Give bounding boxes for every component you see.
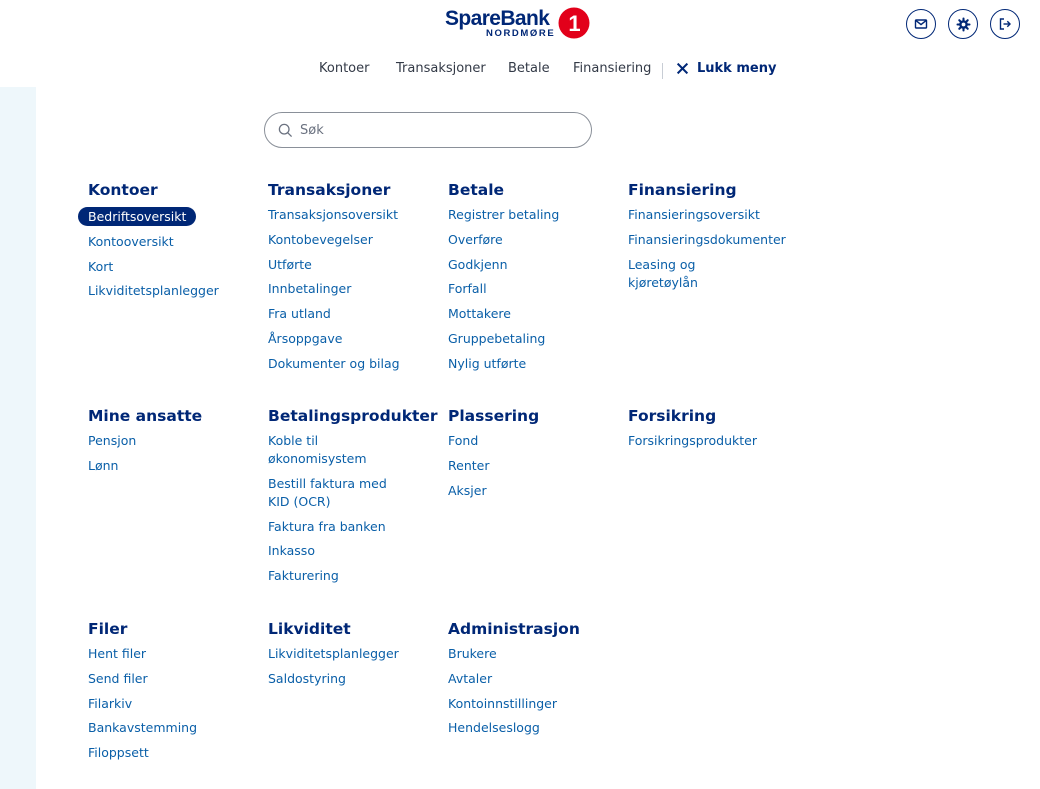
section-title: Filer [88, 620, 128, 638]
menu-link[interactable]: Aksjer [448, 482, 487, 498]
menu-link[interactable]: Forfall [448, 281, 487, 297]
nav-finansiering[interactable]: Finansiering [573, 61, 652, 76]
logo-badge-icon [558, 7, 590, 39]
logout-icon [998, 17, 1012, 31]
section-title: Plassering [448, 407, 540, 425]
search-box[interactable] [264, 112, 592, 148]
menu-link[interactable]: Kontoinnstillinger [448, 695, 558, 711]
settings-button[interactable] [948, 9, 978, 39]
menu-section-administrasjon [448, 619, 626, 744]
sparebank-logo[interactable] [445, 6, 595, 42]
menu-link[interactable]: Hent filer [88, 646, 147, 661]
menu-link[interactable]: Faktura fra banken [268, 518, 386, 534]
section-title: Kontoer [88, 181, 158, 199]
top-navigation [0, 61, 1040, 81]
search-icon [278, 123, 293, 138]
menu-link[interactable]: Forsikringsprodukter [628, 433, 758, 448]
menu-link[interactable]: Lønn [88, 457, 119, 473]
close-icon [676, 62, 689, 75]
menu-link[interactable]: Kontooversikt [88, 233, 174, 249]
menu-link[interactable]: Filarkiv [88, 695, 133, 711]
menu-link[interactable]: Innbetalinger [268, 281, 352, 297]
section-link-list [448, 645, 626, 737]
menu-link[interactable]: Finansieringsdokumenter [628, 231, 786, 247]
menu-link[interactable]: Dokumenter og bilag [268, 355, 400, 371]
menu-link[interactable]: Brukere [448, 646, 497, 661]
section-link-list [628, 432, 806, 450]
menu-link[interactable]: Likviditetsplanlegger [268, 646, 399, 661]
menu-link[interactable]: Nylig utførte [448, 355, 527, 371]
menu-section-betalingsprodukter [268, 406, 446, 592]
section-link-list [628, 206, 806, 292]
menu-section-betale [448, 180, 626, 380]
section-link-list [88, 206, 266, 300]
section-title: Betale [448, 181, 505, 199]
menu-link[interactable]: Fakturering [268, 568, 339, 584]
gear-icon [956, 17, 971, 32]
nav-transaksjoner[interactable]: Transaksjoner [396, 61, 486, 76]
logout-button[interactable] [990, 9, 1020, 39]
menu-link[interactable]: Leasing og kjøretøylån [628, 256, 698, 290]
menu-link[interactable]: Gruppebetaling [448, 330, 546, 346]
menu-link[interactable]: Registrer betaling [448, 207, 560, 222]
menu-link[interactable]: Fra utland [268, 306, 331, 322]
menu-link[interactable]: Bestill faktura med KID (OCR) [268, 475, 387, 509]
logo-wordmark: SpareBank [445, 7, 550, 30]
menu-section-finansiering [628, 180, 806, 298]
menu-section-plassering [448, 406, 626, 506]
menu-link[interactable]: Inkasso [268, 543, 315, 559]
close-menu-label: Lukk meny [697, 61, 777, 76]
section-title: Forsikring [628, 407, 717, 425]
menu-section-likviditet [268, 619, 446, 695]
menu-link[interactable]: Transaksjonsoversikt [268, 207, 398, 222]
menu-link[interactable]: Likviditetsplanlegger [88, 283, 219, 299]
left-background-band [0, 87, 36, 789]
menu-link[interactable]: Pensjon [88, 433, 137, 448]
menu-link[interactable]: Renter [448, 457, 490, 473]
section-link-list [448, 206, 626, 373]
menu-section-filer [88, 619, 266, 769]
menu-section-mine-ansatte [88, 406, 266, 482]
section-title: Likviditet [268, 620, 351, 638]
menu-link[interactable]: Godkjenn [448, 256, 508, 272]
menu-link[interactable]: Årsoppgave [268, 330, 343, 346]
menu-link[interactable]: Saldostyring [268, 670, 346, 686]
section-title: Mine ansatte [88, 407, 203, 425]
menu-link[interactable]: Finansieringsoversikt [628, 207, 760, 222]
menu-section-transaksjoner [268, 180, 446, 380]
menu-link[interactable]: Kort [88, 258, 114, 274]
svg-text:1: 1 [568, 11, 581, 36]
section-link-list [268, 432, 446, 585]
menu-link[interactable]: Koble til økonomisystem [268, 433, 367, 466]
menu-section-kontoer [88, 180, 266, 307]
section-title: Transaksjoner [268, 181, 391, 199]
menu-link[interactable]: Mottakere [448, 306, 511, 322]
section-title: Finansiering [628, 181, 737, 199]
nav-kontoer[interactable]: Kontoer [319, 61, 370, 76]
section-link-list [268, 645, 446, 688]
logo-region: NORDMØRE [486, 28, 556, 39]
menu-link[interactable]: Utførte [268, 256, 312, 272]
menu-link[interactable]: Send filer [88, 670, 148, 686]
menu-link[interactable]: Filoppsett [88, 745, 149, 761]
mail-icon [914, 17, 928, 31]
section-link-list [88, 645, 266, 762]
mail-button[interactable] [906, 9, 936, 39]
menu-link[interactable]: Overføre [448, 231, 503, 247]
section-title: Administrasjon [448, 620, 580, 638]
menu-link[interactable]: Fond [448, 433, 479, 448]
close-menu-button[interactable] [676, 61, 776, 76]
nav-divider [662, 63, 663, 79]
section-link-list [88, 432, 266, 475]
menu-link[interactable]: Bedriftsoversikt [78, 207, 196, 226]
section-title: Betalingsprodukter [268, 407, 438, 425]
nav-betale[interactable]: Betale [508, 61, 550, 76]
section-link-list [268, 206, 446, 373]
menu-link[interactable]: Avtaler [448, 670, 493, 686]
menu-link[interactable]: Kontobevegelser [268, 231, 373, 247]
search-input[interactable] [300, 123, 570, 138]
menu-link[interactable]: Bankavstemming [88, 720, 198, 736]
menu-link[interactable]: Hendelseslogg [448, 720, 540, 736]
menu-section-forsikring [628, 406, 806, 457]
section-link-list [448, 432, 626, 500]
